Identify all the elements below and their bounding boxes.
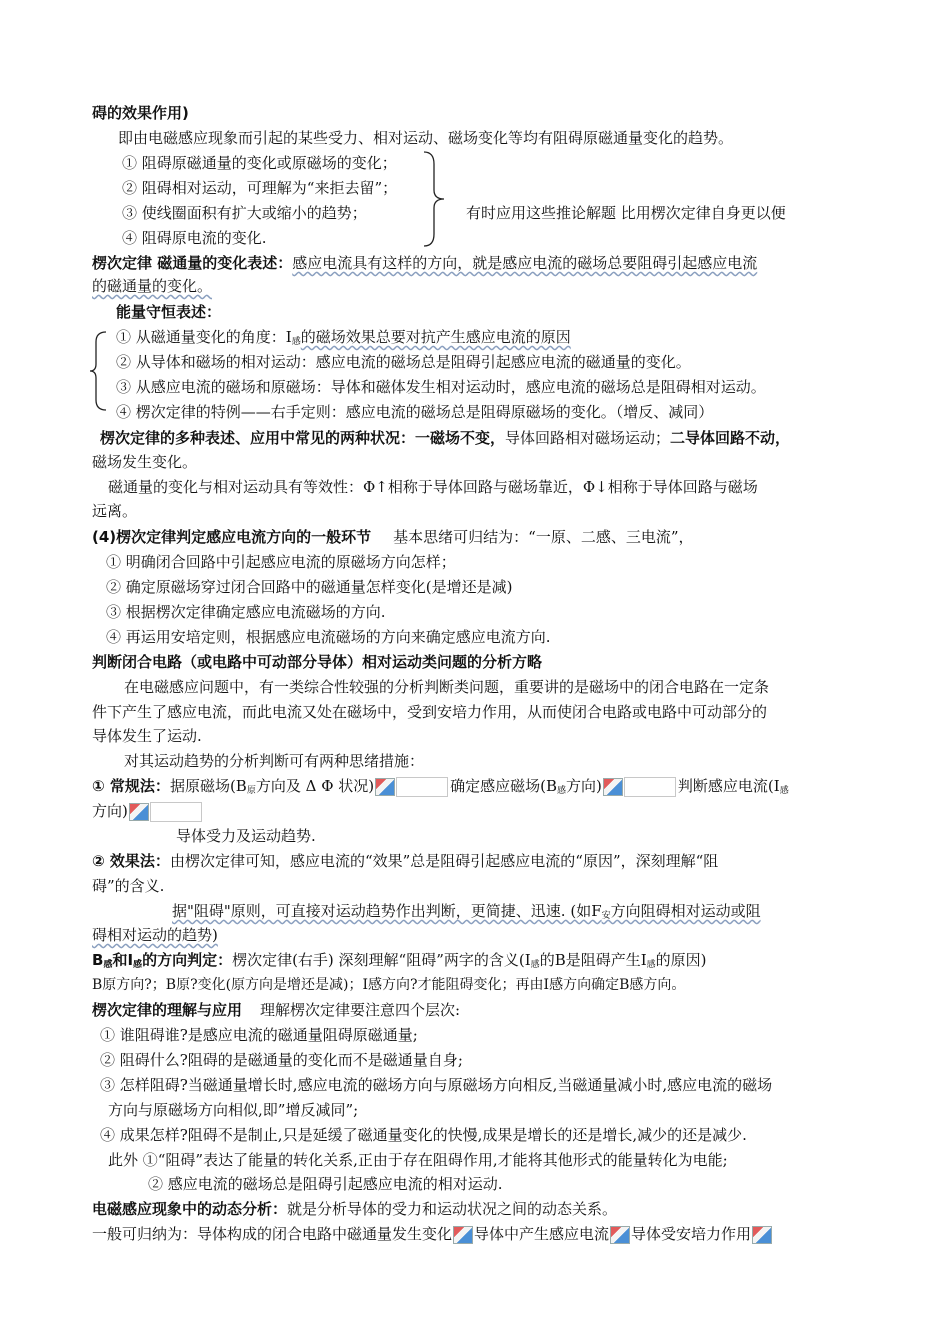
list-item: ③ 怎样阻碍?当磁通量增长时,感应电流的磁场方向与原磁场方向相反,当磁通量减小时,感应电流的磁场 <box>100 1076 773 1094</box>
method-line <box>92 851 718 871</box>
text: 楞次定律的多种表述、应用中常见的两种状况：一磁场不变， <box>100 429 506 447</box>
paragraph: 导体发生了运动. <box>92 727 202 745</box>
paragraph: 磁场发生变化。 <box>92 453 198 471</box>
subscript: 感 <box>779 786 789 796</box>
section-heading <box>92 1199 617 1219</box>
subscript: 感 <box>291 337 301 347</box>
list-item-cont: 方向与原磁场方向相似,即”增反减同”; <box>108 1101 359 1119</box>
subscript: 安 <box>601 911 611 921</box>
list-item: ④ 阻碍原电流的变化. <box>122 229 267 247</box>
paragraph: 磁通量的变化与相对运动具有等效性：Φ↑相称于导体回路与磁场靠近，Φ↓相称于导体回路与磁场 <box>108 478 758 496</box>
text: ① 常规法： <box>92 777 170 795</box>
text: 方向) <box>566 777 602 795</box>
subscript: 感 <box>557 786 567 796</box>
list-item: ③ 使线圈面积有扩大或缩小的趋势； <box>122 204 367 222</box>
subscript: 感 <box>530 960 540 970</box>
list-item: ② 阻碍什么?阻碍的是磁通量的变化而不是磁通量自身; <box>100 1051 463 1069</box>
list-item: ④ 再运用安培定则，根据感应电流磁场的方向来确定感应电流方向. <box>106 628 551 646</box>
subscript: 感 <box>646 960 656 970</box>
text: (4)楞次定律判定感应电流方向的一般环节 <box>92 528 372 546</box>
text: 和I <box>112 951 134 969</box>
paragraph: 在电磁感应问题中，有一类综合性较强的分析判断类问题，重要讲的是磁场中的闭合电路在一定条 <box>124 678 770 696</box>
broken-image-icon <box>453 1226 473 1244</box>
method-line <box>92 776 789 801</box>
paragraph: 件下产生了感应电流，而此电流又处在磁场中，受到安培力作用，从而使闭合电路或电路中可动部分的 <box>92 703 768 721</box>
text: 电磁感应现象中的动态分析： <box>92 1200 288 1218</box>
image-placeholder <box>150 802 202 822</box>
list-item: ② 确定原磁场穿过闭合回路中的磁通量怎样变化(是增还是减) <box>106 578 513 596</box>
list-item: ① 阻碍原磁通量的变化或原磁场的变化； <box>122 154 397 172</box>
broken-image-icon <box>610 1226 630 1244</box>
paragraph: 碍相对运动的趋势) <box>92 926 218 944</box>
paragraph: 远离。 <box>92 502 138 520</box>
broken-image-icon <box>752 1226 772 1244</box>
right-brace <box>422 150 448 248</box>
list-item: ② 从导体和磁场的相对运动：感应电流的磁场总是阻碍引起感应电流的磁通量的变化。 <box>116 353 691 371</box>
text: 导体回路相对磁场运动； <box>505 429 671 447</box>
text: ① 从磁通量变化的角度：I <box>116 328 292 346</box>
broken-image-icon <box>603 778 623 796</box>
step-heading <box>92 527 694 547</box>
section-heading <box>92 1000 460 1020</box>
text: 确定感应磁场(B <box>450 777 558 795</box>
text: 就是分析导体的受力和运动状况之间的动态关系。 <box>287 1200 618 1218</box>
paragraph: 即由电磁感应现象而引起的某些受力、相对运动、磁场变化等均有阻碍原磁通量变化的趋势。 <box>118 129 734 147</box>
subscript: 感 <box>133 960 143 970</box>
paragraph: 导体受力及运动趋势. <box>176 827 316 845</box>
text: ② 效果法： <box>92 852 170 870</box>
list-item: ② 阻碍相对运动，可理解为“来拒去留”； <box>122 179 398 197</box>
list-item: ① 明确闭合回路中引起感应电流的原磁场方向怎样； <box>106 553 456 571</box>
list-item: ③ 从感应电流的磁场和原磁场：导体和磁体发生相对运动时，感应电流的磁场总是阻碍相对运动。 <box>116 378 766 396</box>
text: 的B是阻碍产生I <box>539 951 647 969</box>
term-label: 楞次定律 磁通量的变化表述： <box>92 254 293 272</box>
text: 的方向判定： <box>142 951 233 969</box>
text: 导体中产生感应电流 <box>474 1225 610 1243</box>
paragraph <box>100 428 790 448</box>
broken-image-icon <box>129 803 149 821</box>
method-line-cont <box>92 801 204 822</box>
text: 方向及 Δ Φ 状况) <box>255 777 375 795</box>
text: B <box>92 951 104 969</box>
paragraph: 此外 ①“阻碍”表达了能量的转化关系,正由于存在阻碍作用,才能将其他形式的能量转化为电能; <box>108 1151 728 1169</box>
subscript: 感 <box>103 960 113 970</box>
side-note: 有时应用这些推论解题 比用楞次定律自身更以便 <box>466 204 786 222</box>
text: 的原因) <box>655 951 707 969</box>
text: 方向) <box>92 802 128 820</box>
image-placeholder <box>396 777 448 797</box>
text: 理解楞次定律要注意四个层次: <box>260 1001 461 1019</box>
broken-image-icon <box>375 778 395 796</box>
text: 二导体回路不动， <box>670 429 791 447</box>
text: 楞次定律的理解与应用 <box>92 1001 243 1019</box>
subscript: 原 <box>246 786 256 796</box>
image-placeholder <box>624 777 676 797</box>
definition-text: 感应电流具有这样的方向，就是感应电流的磁场总要阻碍引起感应电流 <box>292 254 758 272</box>
definition-line <box>92 253 757 273</box>
paragraph: ② 感应电流的磁场总是阻碍引起感应电流的相对运动. <box>148 1175 503 1193</box>
heading-line: 碍的效果作用) <box>92 104 189 122</box>
text: 据原磁场(B <box>169 777 247 795</box>
direction-line <box>92 950 707 975</box>
list-item: ① 谁阻碍谁?是感应电流的磁通量阻碍原磁通量; <box>100 1026 418 1044</box>
section-heading: 判断闭合电路（或电路中可动部分导体）相对运动类问题的分析方略 <box>92 653 543 671</box>
text: 由楞次定律可知，感应电流的“效果”总是阻碍引起感应电流的“原因”，深刻理解“阻 <box>169 852 719 870</box>
paragraph: 碍”的含义. <box>92 877 165 895</box>
definition-text-cont: 的磁通量的变化。 <box>92 277 213 295</box>
text: 判断感应电流(I <box>677 777 780 795</box>
paragraph <box>92 1224 773 1244</box>
text: 的磁场效果总要对抗产生感应电流的原因 <box>300 328 571 346</box>
subheading: 能量守恒表述： <box>116 303 222 321</box>
text: 基本思绪可归结为：“一原、二感、三电流”， <box>393 528 694 546</box>
list-item: ④ 楞次定律的特例——右手定则：感应电流的磁场总是阻碍原磁场的变化。（增反、减同） <box>116 403 714 421</box>
paragraph: B原方向?；B原?变化(原方向是增还是减)；I感方向?才能阻碍变化；再由I感方向确定B感方向。 <box>92 977 686 993</box>
list-item: ③ 根据楞次定律确定感应电流磁场的方向. <box>106 603 386 621</box>
list-item <box>116 327 571 352</box>
left-brace <box>88 330 108 412</box>
text: 导体受安培力作用 <box>631 1225 752 1243</box>
text: 一般可归纳为：导体构成的闭合电路中磁通量发生变化 <box>92 1225 453 1243</box>
paragraph: 对其运动趋势的分析判断可有两种思绪措施： <box>124 752 425 770</box>
text: 据"阻碍"原则，可直接对运动趋势作出判断，更简捷、迅速. (如F <box>172 902 602 920</box>
text: 方向阻碍相对运动或阻 <box>610 902 761 920</box>
list-item: ④ 成果怎样?阻碍不是制止,只是延缓了磁通量变化的快慢,成果是增长的还是增长,减少的还是减少. <box>100 1126 747 1144</box>
paragraph <box>172 901 761 926</box>
text: 楞次定律(右手) 深刻理解“阻碍”两字的含义(I <box>232 951 531 969</box>
